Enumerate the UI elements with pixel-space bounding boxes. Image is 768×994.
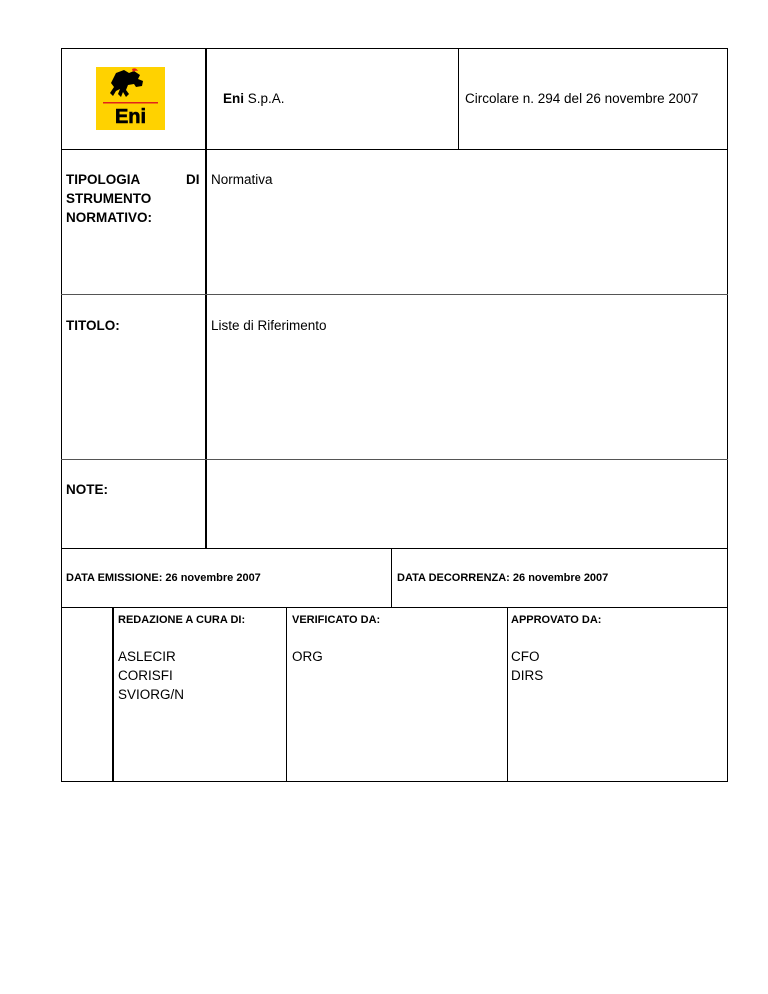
redazione-value: ASLECIR [118,649,176,664]
divider-row-1 [61,149,728,150]
company-name [223,89,285,108]
table-border-top [61,48,728,49]
verificato-label: VERIFICATO DA: [292,614,381,626]
divider-row-4 [61,548,728,549]
redazione-value: SVIORG/N [118,687,185,702]
table-border-bottom [61,781,728,782]
data-decorrenza: DATA DECORRENZA: 26 novembre 2007 [397,572,609,584]
data-emissione: DATA EMISSIONE: 26 novembre 2007 [66,572,261,584]
six-legged-dog-icon [96,67,165,130]
approvato-value: CFO [511,649,540,664]
tipologia-label-3: NORMATIVO: [66,210,152,225]
approvato-value: DIRS [511,668,544,683]
divider-approval-1 [112,607,114,782]
tipologia-value: Normativa [211,172,273,187]
logo-text: Eni [114,106,147,128]
approvato-label: APPROVATO DA: [511,614,602,626]
table-border-right [727,48,728,782]
titolo-label: TITOLO: [66,318,120,333]
divider-approval-3 [507,607,508,782]
divider-row-3 [61,459,728,460]
redazione-value: CORISFI [118,668,173,683]
divider-header-right [458,48,459,149]
table-border-left [61,48,62,782]
redazione-label: REDAZIONE A CURA DI: [118,614,246,626]
verificato-value: ORG [292,649,323,664]
circular-number: Circolare n. 294 del 26 novembre 2007 [465,91,699,106]
company-name-rest: S.p.A. [244,91,285,106]
tipologia-label-1b: DI [186,172,200,187]
tipologia-label-1a: TIPOLOGIA [66,172,141,187]
divider-header-left [205,48,207,548]
divider-row-5 [61,607,728,608]
tipologia-label-2: STRUMENTO [66,191,152,206]
company-name-bold: Eni [223,91,245,106]
eni-logo [96,67,165,130]
divider-row-2 [61,294,728,295]
divider-approval-2 [286,607,287,782]
titolo-value: Liste di Riferimento [211,318,327,333]
divider-dates [391,548,392,608]
note-label: NOTE: [66,482,108,497]
